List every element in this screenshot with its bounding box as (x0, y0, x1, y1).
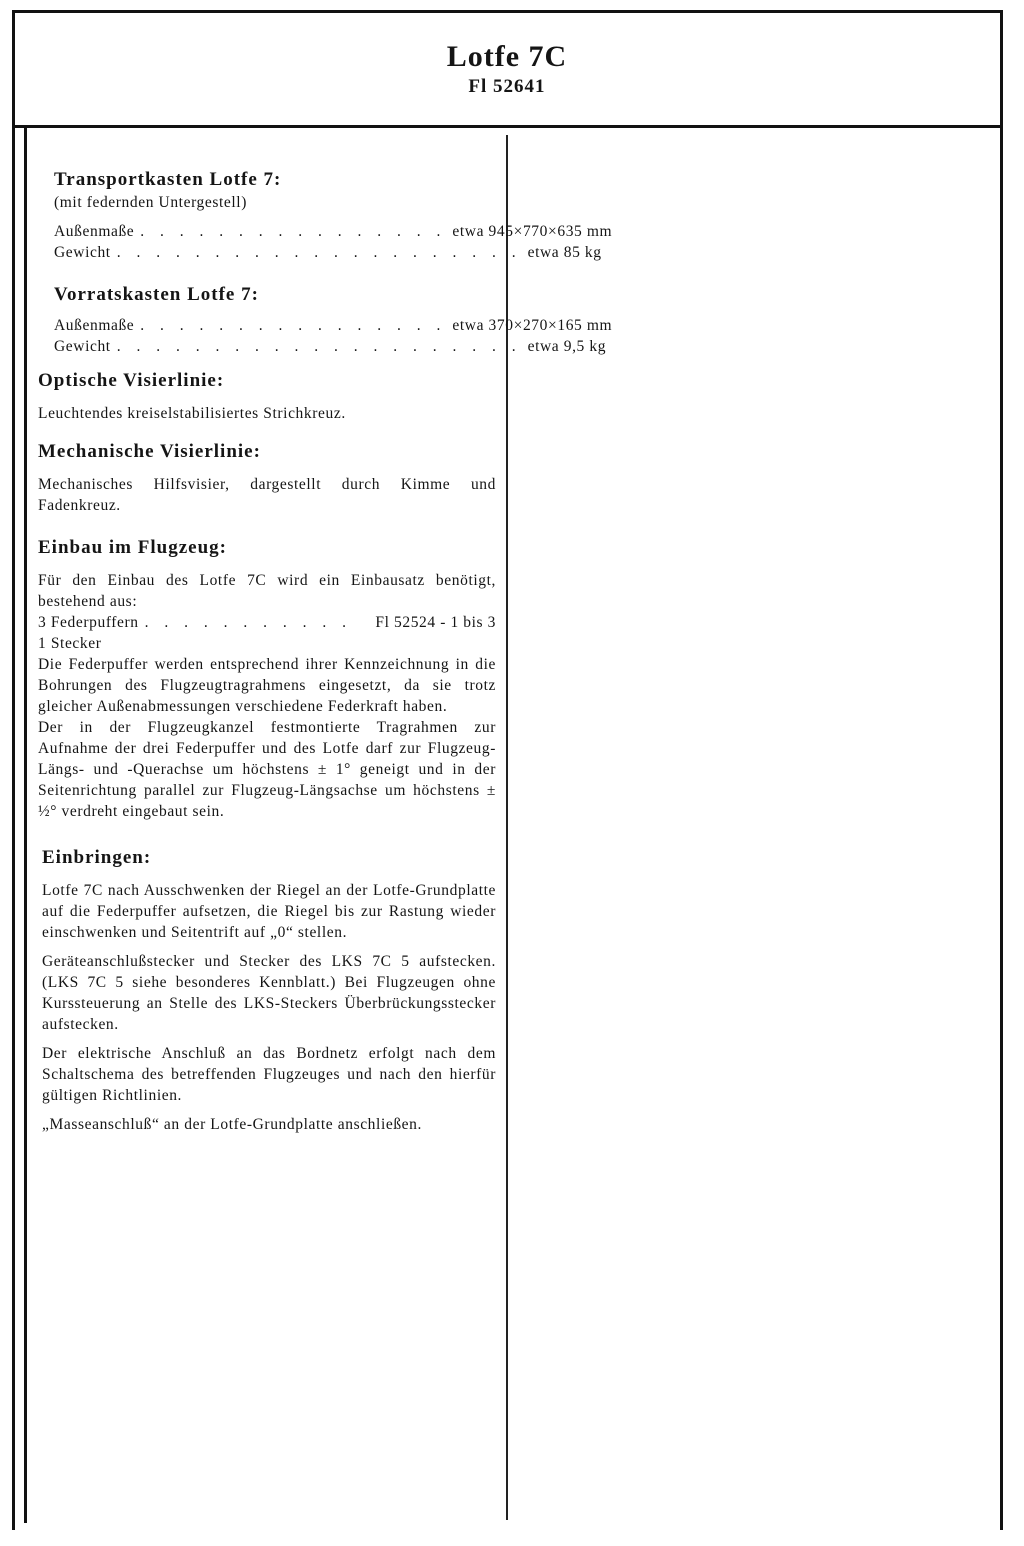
spec-row (54, 336, 607, 357)
frame-right-border (1000, 10, 1003, 1530)
section-heading-vorrat: Vorratskasten Lotfe 7: (54, 284, 259, 305)
einbringen-paragraph: Der elektrische Anschluß an das Bordnetz erfolgt nach dem Schaltschema des betreffenden Flugzeuges und nach den hierfür gültigen Richtlinien. (42, 1045, 496, 1104)
frame-inner-left-border (24, 128, 27, 1523)
spec-row (54, 242, 602, 263)
section-einbau (38, 536, 496, 822)
section-transport (38, 168, 613, 263)
leader-dots: . . . . . . . . . . . (144, 614, 353, 631)
section-vorrat (38, 283, 613, 357)
einbau-intro: Für den Einbau des Lotfe 7C wird ein Einbausatz benötigt, bestehend aus: (38, 572, 496, 610)
spec-value: etwa 9,5 kg (527, 338, 607, 355)
left-column-content (38, 168, 613, 1135)
einbringen-paragraph: „Masseanschluß“ an der Lotfe-Grundplatte anschließen. (42, 1116, 422, 1133)
section-mechanisch (38, 440, 496, 516)
section-heading-transport: Transportkasten Lotfe 7: (54, 169, 282, 190)
section-optisch (38, 369, 496, 424)
frame-left-border (12, 10, 15, 1530)
header-rule (12, 125, 1003, 128)
section-heading-einbau: Einbau im Flugzeug: (38, 537, 227, 558)
section-text-optisch: Leuchtendes kreiselstabilisiertes Strichkreuz. (38, 405, 346, 422)
spec-row (54, 315, 613, 336)
einbau-item-stecker: 1 Stecker (38, 635, 102, 652)
section-heading-mechanisch: Mechanische Visierlinie: (38, 441, 261, 462)
einbringen-paragraph: Geräteanschlußstecker und Stecker des LKS 7C 5 aufstecken. (LKS 7C 5 siehe besonderes Kennblatt.) Bei Flugzeugen ohne Kurssteuerung an Stelle des LKS-Steckers Überbrückungsstecker aufstecken. (42, 953, 496, 1033)
page-header (12, 40, 1002, 98)
section-einbringen (38, 846, 496, 1135)
spec-value: etwa 370×270×165 mm (452, 317, 613, 334)
spec-row (54, 221, 613, 242)
leader-dots: . . . . . . . . . . . . . . . . (140, 317, 447, 334)
einbau-item-value: Fl 52524 - 1 bis 3 (375, 614, 496, 631)
einbringen-paragraph: Lotfe 7C nach Ausschwenken der Riegel an der Lotfe-Grundplatte auf die Federpuffer aufsetzen, die Riegel bis zur Rastung wieder einschwenken und Seitentrift auf „0“ stellen. (42, 882, 496, 941)
leader-dots: . . . . . . . . . . . . . . . . . . . . . (116, 244, 522, 261)
einbau-item-label: 3 Federpuffern (38, 614, 139, 631)
spec-label: Gewicht (54, 244, 111, 261)
einbau-paragraph: Die Federpuffer werden entsprechend ihrer Kennzeichnung in die Bohrungen des Flugzeugtragrahmens eingesetzt, da sie trotz gleicher Außenabmessungen verschiedene Federkraft haben. (38, 656, 496, 715)
leader-dots: . . . . . . . . . . . . . . . . . . . . . (116, 338, 522, 355)
spec-value: etwa 945×770×635 mm (452, 223, 613, 240)
spec-label: Außenmaße (54, 223, 135, 240)
frame-top-border (12, 10, 1002, 13)
page-title: Lotfe 7C (446, 40, 568, 73)
einbau-paragraph: Der in der Flugzeugkanzel festmontierte Tragrahmen zur Aufnahme der drei Federpuffer und des Lotfe darf zur Flugzeug-Längs- und -Querachse um höchstens ± 1° geneigt und in der Seitenrichtung parallel zur Flugzeug-Längsachse um höchstens ± ½° verdreht eingebaut sein. (38, 719, 496, 820)
leader-dots: . . . . . . . . . . . . . . . . (140, 223, 447, 240)
transport-note: (mit federnden Untergestell) (54, 194, 247, 211)
page-subtitle: Fl 52641 (468, 76, 546, 97)
section-heading-einbringen: Einbringen: (42, 847, 152, 868)
spec-label: Gewicht (54, 338, 111, 355)
spec-label: Außenmaße (54, 317, 135, 334)
section-text-mechanisch: Mechanisches Hilfsvisier, dargestellt durch Kimme und Fadenkreuz. (38, 476, 496, 514)
section-heading-optisch: Optische Visierlinie: (38, 370, 225, 391)
einbau-item-row (38, 612, 496, 633)
spec-value: etwa 85 kg (527, 244, 602, 261)
